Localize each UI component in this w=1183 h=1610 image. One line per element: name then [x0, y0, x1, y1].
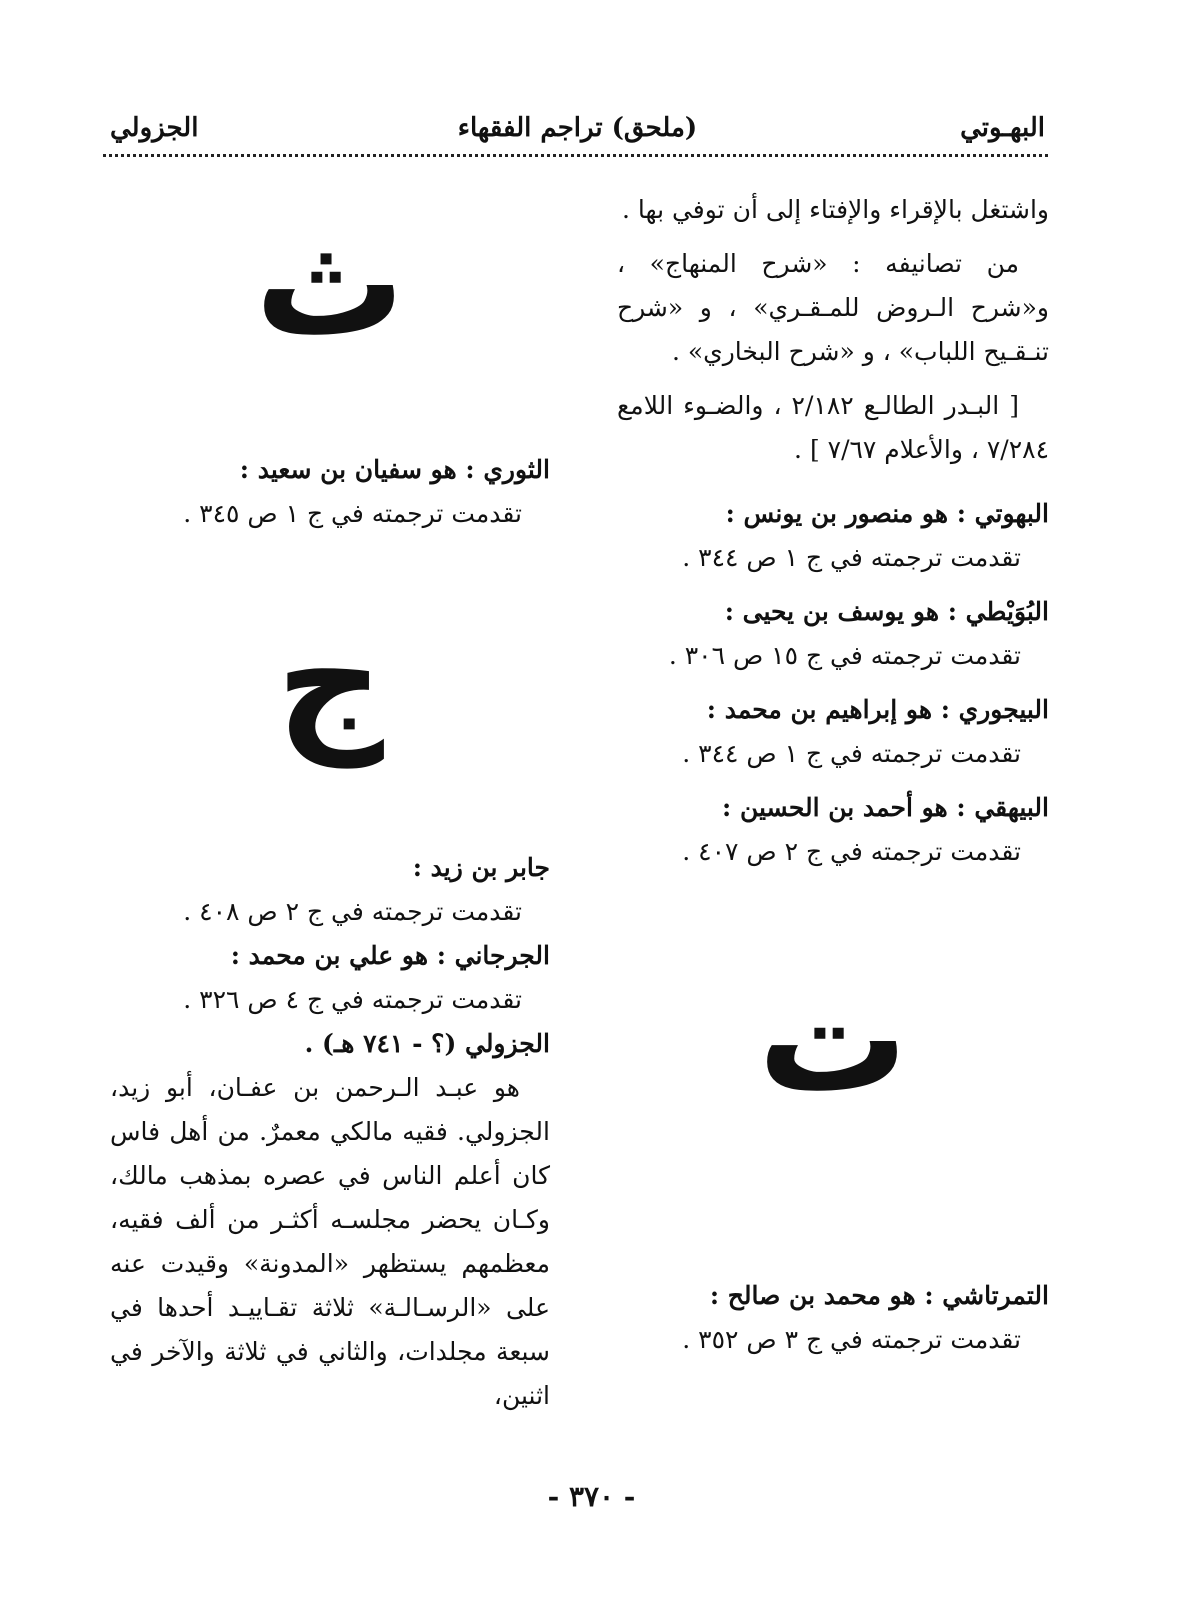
left-column — [110, 188, 550, 1458]
entry-title: البيجوري : هو إبراهيم بن محمد : — [706, 695, 1049, 724]
entry-title: البُوَيْطي : هو يوسف بن يحيى : — [724, 597, 1049, 626]
section-letter: ت — [757, 952, 909, 1126]
section-letter: ج — [275, 594, 385, 768]
header-left-term: الجزولي — [110, 113, 199, 143]
header-right-term: البهـوتي — [960, 113, 1045, 143]
section-letter: ث — [254, 196, 406, 370]
entry-reference: تقدمت ترجمته في ج ١ ص ٣٤٤ . — [682, 543, 1021, 572]
entry-title: التمرتاشي : هو محمد بن صالح : — [709, 1281, 1049, 1310]
entry-reference: تقدمت ترجمته في ج ٣ ص ٣٥٢ . — [682, 1325, 1021, 1354]
entry-reference: تقدمت ترجمته في ج ٢ ص ٤٠٧ . — [682, 837, 1021, 866]
header-title: (ملحق) تراجم الفقهاء — [457, 113, 698, 143]
paragraph: من تصانيفه : «شرح المنهاج» ، و«شرح الـروض للمـقـري» ، و «شرح تنـقـيح اللباب» ، و «شرح البخاري» . — [617, 249, 1049, 366]
entry-reference: تقدمت ترجمته في ج ١ ص ٣٤٤ . — [682, 739, 1021, 768]
entry-title: جابر بن زيد : — [412, 853, 550, 882]
entry-title: الجرجاني : هو علي بن محمد : — [230, 941, 550, 970]
paragraph: واشتغل بالإقراء والإفتاء إلى أن توفي بها . — [622, 195, 1049, 224]
right-column — [617, 188, 1049, 1458]
entry-title: الثوري : هو سفيان بن سعيد : — [239, 455, 550, 484]
entry-reference: تقدمت ترجمته في ج ١٥ ص ٣٠٦ . — [668, 641, 1021, 670]
entry-reference: تقدمت ترجمته في ج ٤ ص ٣٢٦ . — [183, 985, 522, 1014]
entry-title: البهوتي : هو منصور بن يونس : — [725, 499, 1049, 528]
header-dotted-rule — [103, 154, 1048, 157]
sources-paragraph: [ البـدر الطالـع ٢/١٨٢ ، والضـوء اللامع ٧/٢٨٤ ، والأعلام ٧/٦٧ ] . — [617, 391, 1049, 464]
entry-reference: تقدمت ترجمته في ج ١ ص ٣٤٥ . — [183, 499, 522, 528]
biography-paragraph: هو عبـد الـرحمن بن عفـان، أبو زيد، الجزولي. فقيه مالكي معمرٌ. من أهل فاس كان أعلم الناس في عصره بمذهب مالك، وكـان يحضر مجلسـه أكثـر من ألف فقيه، معظمهم يستظهر «المدونة» وقيدت عنه على «الرسـالـة» ثلاثة تقـاييـد أحدها في سبعة مجلدات، والثاني في ثلاثة والآخر في اثنين، — [110, 1073, 550, 1410]
running-header — [110, 108, 1045, 148]
entry-title: الجزولي (؟ - ٧٤١ هـ) . — [304, 1029, 550, 1058]
entry-title: البيهقي : هو أحمد بن الحسين : — [722, 793, 1049, 822]
entry-reference: تقدمت ترجمته في ج ٢ ص ٤٠٨ . — [183, 897, 522, 926]
page-number: - ٣٧٠ - — [547, 1480, 636, 1513]
